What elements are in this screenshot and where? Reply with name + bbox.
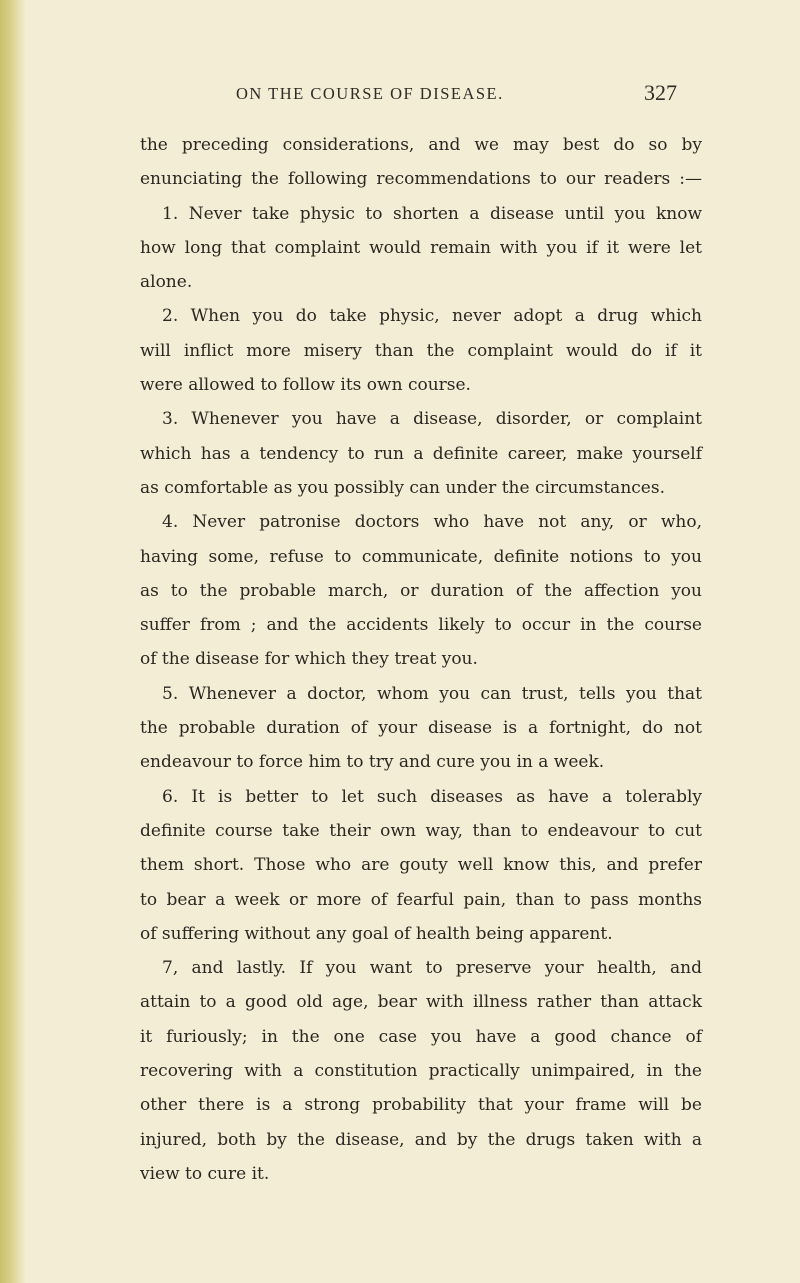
text-line: it furiously; in the one case you have a good chance of (140, 1026, 702, 1047)
running-title: ON THE COURSE OF DISEASE. (236, 84, 504, 103)
text-line: attain to a good old age, bear with illness rather than attack (140, 992, 702, 1013)
body-text (140, 128, 702, 1191)
text-line: of the disease for which they treat you. (140, 649, 478, 670)
text-line: the probable duration of your disease is a fortnight, do not (140, 718, 702, 739)
text-line: 1. Never take physic to shorten a disease until you know (162, 203, 702, 224)
text-line: 5. Whenever a doctor, whom you can trust, tells you that (162, 683, 702, 704)
text-line: will inflict more misery than the complaint would do if it (140, 340, 702, 361)
text-line: endeavour to force him to try and cure you in a week. (140, 752, 605, 773)
text-line: 6. It is better to let such diseases as have a tolerably (162, 786, 702, 807)
text-line: having some, refuse to communicate, definite notions to you (140, 546, 702, 567)
text-line: 4. Never patronise doctors who have not any, or who, (162, 512, 702, 533)
text-line: suffer from ; and the accidents likely to occur in the course (140, 615, 702, 636)
text-line: definite course take their own way, than to endeavour to cut (140, 820, 702, 841)
text-line: how long that complaint would remain with you if it were let (140, 237, 702, 258)
text-line: of suffering without any goal of health being apparent. (140, 923, 613, 944)
text-line: which has a tendency to run a definite career, make yourself (140, 443, 702, 464)
text-line: alone. (140, 272, 193, 293)
text-line: to bear a week or more of fearful pain, than to pass months (140, 889, 702, 910)
text-line: 7, and lastly. If you want to preserve your health, and (162, 958, 702, 979)
text-line: the preceding considerations, and we may best do so by (140, 135, 702, 155)
text-line: were allowed to follow its own course. (140, 375, 471, 396)
page-number: 327 (644, 80, 677, 105)
text-line: view to cure it. (140, 1163, 270, 1184)
text-line: other there is a strong probability that your frame will be (140, 1095, 702, 1116)
text-line: enunciating the following recommendations to our readers :— (140, 169, 702, 190)
text-line: as to the probable march, or duration of the affection you (140, 580, 702, 601)
text-line: 2. When you do take physic, never adopt a drug which (162, 306, 702, 327)
text-line: them short. Those who are gouty well know this, and prefer (140, 855, 702, 876)
text-line: 3. Whenever you have a disease, disorder, or complaint (162, 409, 702, 430)
text-line: injured, both by the disease, and by the drugs taken with a (140, 1129, 702, 1150)
text-line: as comfortable as you possibly can under the circumstances. (140, 477, 665, 498)
text-line: recovering with a constitution practically unimpaired, in the (140, 1061, 702, 1082)
